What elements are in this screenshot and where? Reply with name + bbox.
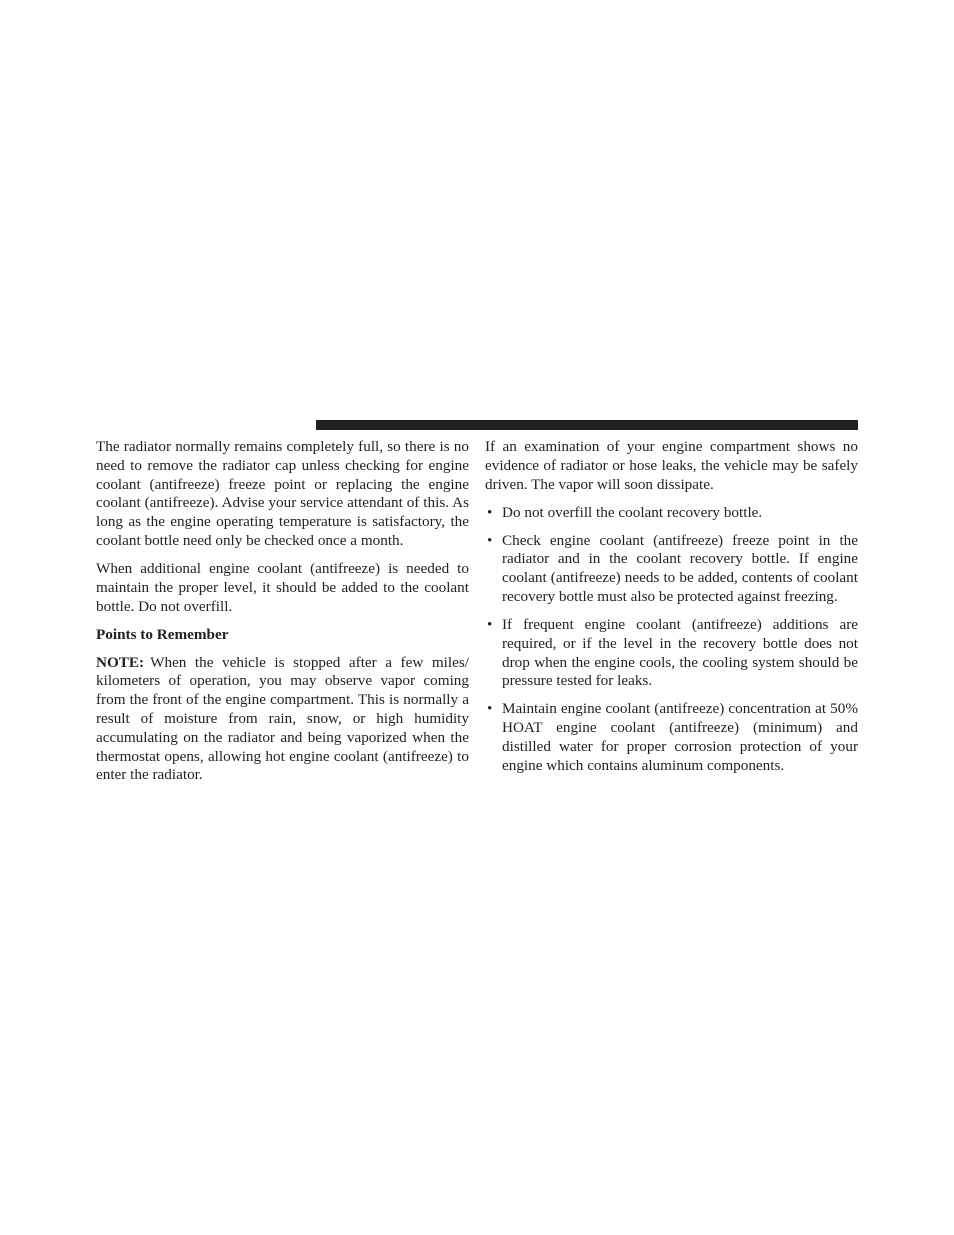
intro-paragraph: If an examination of your engine compartment shows no evidence of radiator or hose leaks, the vehicle may be safely driven. The vapor will soon dissipate. (485, 438, 858, 493)
bullet-icon: • (487, 531, 493, 549)
additional-coolant-paragraph: When additional engine coolant (antifreeze) is needed to maintain the proper level, it should be added to the coolant bottle. Do not overfill. (96, 559, 469, 615)
right-column (485, 438, 858, 785)
bullet-icon: • (487, 700, 493, 718)
section-heading: Points to Remember (96, 625, 229, 643)
bullet-text: Maintain engine coolant (antifreeze) concentration at 50% HOAT engine coolant (antifreeze) (minimum) and distilled water for proper corrosion protection of your engine which contains aluminum components. (502, 700, 858, 774)
list-item (485, 504, 858, 523)
left-column (96, 438, 469, 794)
bullet-text: Check engine coolant (antifreeze) freeze point in the radiator and in the coolant recovery bottle. If engine coolant (antifreeze) needs to be added, contents of coolant recovery bottle must also be protected against freezing. (502, 531, 858, 605)
note-text: When the vehicle is stopped after a few miles/ kilometers of operation, you may observe vapor coming from the front of the engine compartment. This is normally a result of moisture from rain, snow, or high humidity accumulating on the radiator and being vaporized when the thermostat opens, allowing hot engine coolant (antifreeze) to enter the radiator. (96, 653, 469, 784)
bullet-list (485, 504, 858, 776)
bullet-text: Do not overfill the coolant recovery bottle. (502, 503, 763, 521)
bullet-text: If frequent engine coolant (antifreeze) additions are required, or if the level in the recovery bottle does not drop when the engine cools, the cooling system should be pressure tested for leaks. (502, 615, 858, 690)
note-paragraph (96, 654, 469, 786)
header-rule (316, 420, 858, 430)
note-label: NOTE: (96, 653, 145, 671)
bullet-icon: • (487, 503, 493, 521)
radiator-paragraph: The radiator normally remains completely full, so there is no need to remove the radiator cap unless checking for engine coolant (antifreeze) freeze point or replacing the engine coolant (antifreeze). Advise your service attendant of this. As long as the engine operating temperature is satisfactory, the coolant bottle need only be checked once a month. (96, 438, 469, 549)
list-item (485, 532, 858, 607)
list-item (485, 700, 858, 775)
list-item (485, 616, 858, 691)
bullet-icon: • (487, 615, 493, 633)
